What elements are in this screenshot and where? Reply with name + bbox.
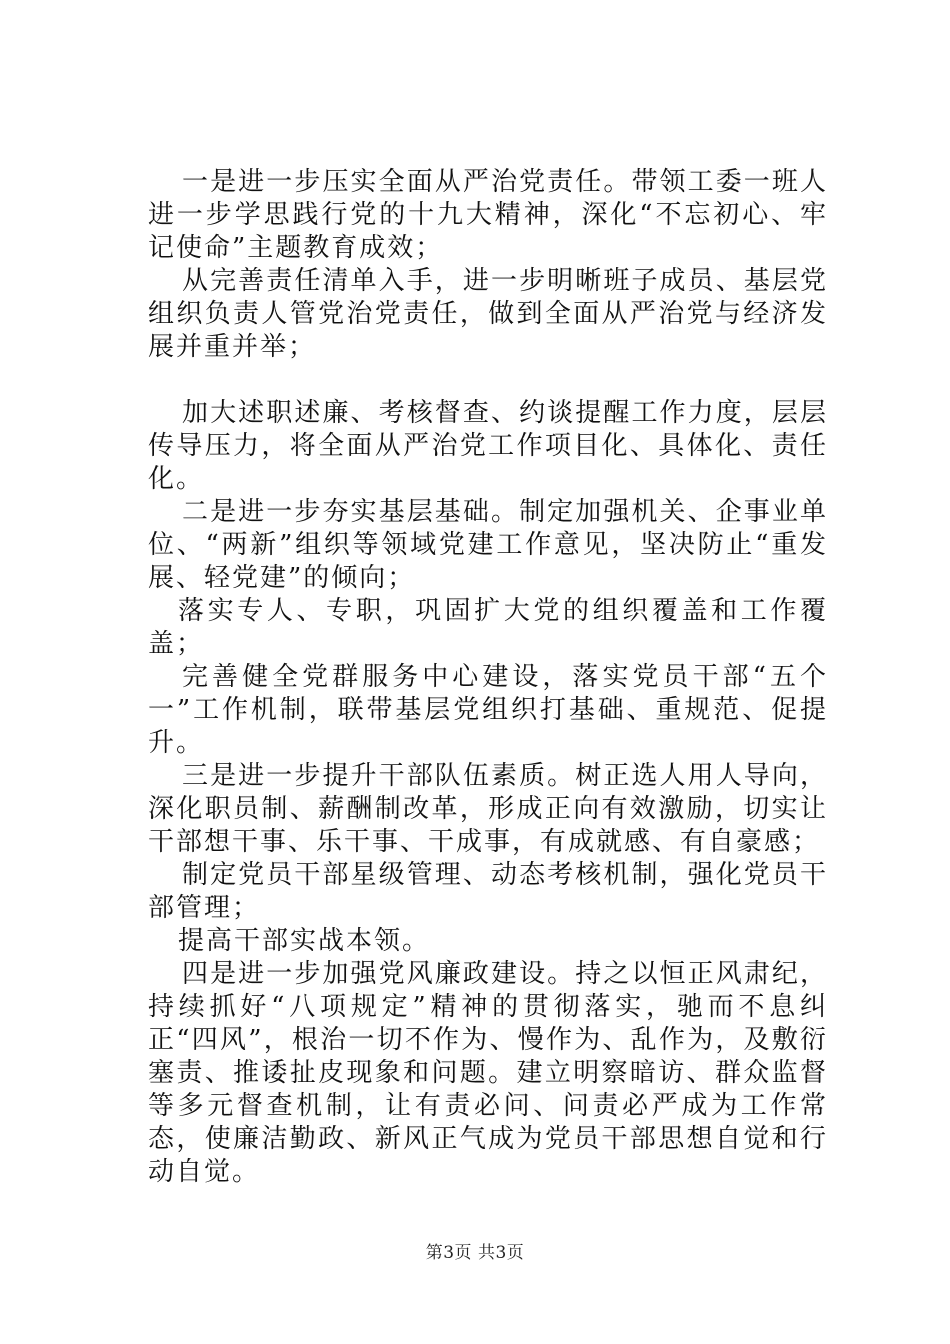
page-footer: 第3页 共3页	[425, 1243, 525, 1263]
paragraph-7: 三是进一步提升干部队伍素质。树正选人用人导向，深化职员制、薪酬制改革，形成正向有效激励，切实让干部想干事、乐干事、干成事，有成就感、有自豪感；	[148, 761, 828, 857]
paragraph-2: 从完善责任清单入手，进一步明晰班子成员、基层党组织负责人管党治党责任，做到全面从严治党与经济发展并重并举；	[148, 266, 828, 362]
paragraph-1: 一是进一步压实全面从严治党责任。带领工委一班人进一步学思践行党的十九大精神，深化“不忘初心、牢记使命”主题教育成效；	[148, 167, 828, 263]
paragraph-8: 制定党员干部星级管理、动态考核机制，强化党员干部管理；	[148, 860, 828, 923]
paragraph-9: 提高干部实战本领。	[178, 926, 431, 956]
paragraph-6: 完善健全党群服务中心建设，落实党员干部“五个一”工作机制，联带基层党组织打基础、重规范、促提升。	[148, 662, 828, 758]
document-body	[148, 166, 828, 1189]
paragraph-4: 二是进一步夯实基层基础。制定加强机关、企事业单位、“两新”组织等领域党建工作意见，坚决防止“重发展、轻党建”的倾向；	[148, 497, 828, 593]
paragraph-10: 四是进一步加强党风廉政建设。持之以恒正风肃纪，持续抓好“八项规定”精神的贯彻落实，驰而不息纠正“四风”，根治一切不作为、慢作为、乱作为，及敷衍塞责、推诿扯皮现象和问题。建立明察暗访、群众监督等多元督查机制，让有责必问、问责必严成为工作常态，使廉洁勤政、新风正气成为党员干部思想自觉和行动自觉。	[148, 959, 828, 1187]
paragraph-3: 加大述职述廉、考核督查、约谈提醒工作力度，层层传导压力，将全面从严治党工作项目化、具体化、责任化。	[148, 398, 828, 494]
paragraph-5: 落实专人、专职，巩固扩大党的组织覆盖和工作覆盖；	[148, 596, 828, 659]
